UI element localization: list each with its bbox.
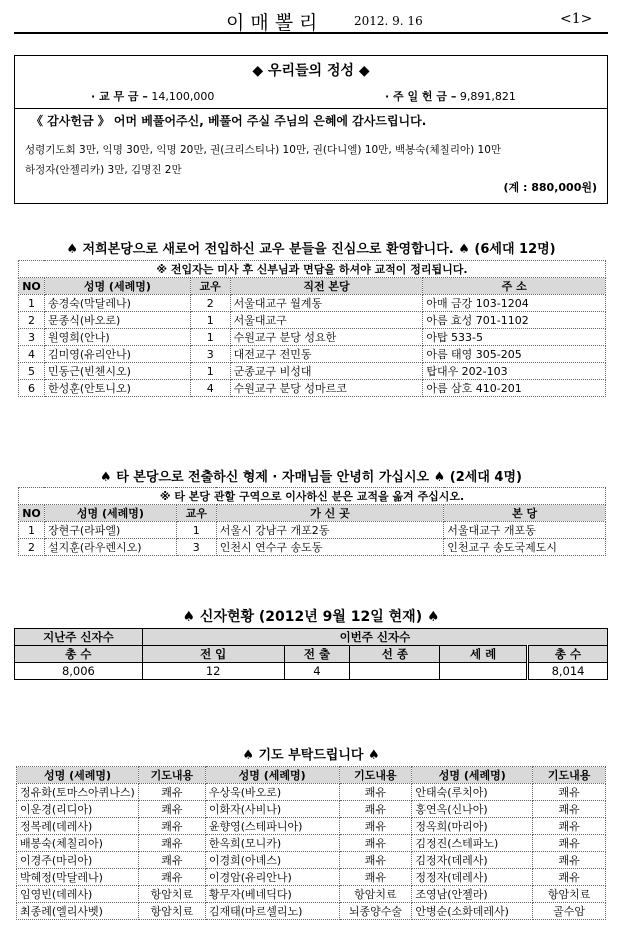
out-value: 4 [284, 663, 350, 680]
bulletin-title: 이매뽈리 [226, 12, 324, 34]
cell-name: 김정자(데레사) [412, 852, 533, 869]
column-header: 가 신 곳 [216, 505, 443, 522]
table-row [19, 346, 606, 363]
offering-box [14, 55, 608, 204]
cell-intention: 쾌유 [339, 784, 412, 801]
cell-name: 정유화(토마스아퀴나스) [17, 784, 139, 801]
cell-intention: 항암치료 [533, 886, 606, 903]
cell-address: 아탑 533-5 [423, 329, 606, 346]
cell-address: 아름 효성 701-1102 [423, 312, 606, 329]
cell-name: 정옥희(마리아) [412, 818, 533, 835]
sunday-offering [385, 88, 516, 104]
cell-name: 최종례(엘리사벳) [17, 903, 139, 920]
cell-parish: 수원교구 분당 성요한 [230, 329, 423, 346]
cathedral-dues-label: · 교 무 금 – [91, 90, 148, 103]
cathedral-dues-value: 14,100,000 [151, 90, 215, 103]
cell-intention: 뇌종양수술 [339, 903, 412, 920]
column-header: 기도내용 [533, 767, 606, 784]
cell-count: 1 [176, 522, 216, 539]
table-header-row [19, 505, 606, 522]
cell-name: 황무자(베네딕다) [205, 886, 339, 903]
donor-line: 하정자(안젤리카) 3만, 김명진 2만 [25, 164, 182, 176]
column-header: 기도내용 [339, 767, 412, 784]
cell-no: 1 [19, 522, 45, 539]
cell-parish: 인천교구 송도국제도시 [444, 539, 606, 556]
newcomers-table [18, 260, 606, 397]
cell-intention: 쾌유 [533, 835, 606, 852]
cell-name: 김정진(스테파노) [412, 835, 533, 852]
cell-name: 한옥희(모니카) [205, 835, 339, 852]
cell-intention: 쾌유 [533, 869, 606, 886]
cell-count: 2 [190, 295, 230, 312]
last-total-value: 8,006 [15, 663, 143, 680]
sunday-offering-value: 9,891,821 [459, 90, 516, 103]
cell-intention: 쾌유 [138, 784, 205, 801]
table-row [17, 869, 606, 886]
cell-name: 이경주(마리아) [17, 852, 139, 869]
cell-parish: 수원교구 분당 성마르코 [230, 380, 423, 397]
cell-name: 안병순(소화데레사) [412, 903, 533, 920]
cell-count: 3 [176, 539, 216, 556]
page-header [14, 6, 608, 34]
offering-title: ◆ 우리들의 정성 ◆ [252, 63, 370, 79]
cell-intention: 쾌유 [339, 818, 412, 835]
cell-intention: 쾌유 [339, 869, 412, 886]
cell-name: 김재태(마르셀리노) [205, 903, 339, 920]
cell-name: 장현구(라파엘) [44, 522, 176, 539]
cell-count: 4 [190, 380, 230, 397]
column-header: 주 소 [423, 278, 606, 295]
cell-name: 배봉숙(체칠리아) [17, 835, 139, 852]
bulletin-date: 2012. 9. 16 [354, 14, 423, 28]
cell-name: 이경암(유리안나) [205, 869, 339, 886]
cell-intention: 쾌유 [339, 801, 412, 818]
table-row [17, 886, 606, 903]
cell-no: 2 [19, 539, 45, 556]
this-total-label: 총 수 [528, 646, 608, 663]
prayers-title: ♠ 기도 부탁드립니다 ♠ [242, 748, 380, 763]
cell-intention: 항암치료 [339, 886, 412, 903]
table-row [17, 801, 606, 818]
cell-parish: 서울대교구 [230, 312, 423, 329]
cell-no: 4 [19, 346, 45, 363]
table-header-row [19, 278, 606, 295]
column-header: NO [19, 505, 45, 522]
table-row [19, 295, 606, 312]
cell-name: 설지훈(라우렌시오) [44, 539, 176, 556]
in-label: 전 입 [142, 646, 284, 663]
cell-name: 문종식(바오로) [44, 312, 190, 329]
column-header: 기도내용 [138, 767, 205, 784]
page-number: <1> [560, 11, 593, 27]
cell-name: 우상욱(바오로) [205, 784, 339, 801]
this-total-value: 8,014 [528, 663, 608, 680]
cathedral-dues [91, 88, 214, 104]
departures-notice: ※ 타 본당 관할 구역으로 이사하신 분은 교적을 옮겨 주십시오. [19, 488, 606, 505]
cell-name: 임영빈(데레사) [17, 886, 139, 903]
cell-count: 1 [190, 312, 230, 329]
cell-intention: 항암치료 [138, 886, 205, 903]
last-total-label: 총 수 [15, 646, 143, 663]
cell-parish: 서울대교구 월계동 [230, 295, 423, 312]
cell-no: 1 [19, 295, 45, 312]
cell-parish: 서울대교구 개포동 [444, 522, 606, 539]
cell-intention: 골수암 [533, 903, 606, 920]
table-header-row [17, 767, 606, 784]
cell-intention: 쾌유 [533, 818, 606, 835]
departures-table [18, 487, 606, 556]
census-title: ♠ 신자현황 (2012년 9월 12일 현재) ♠ [182, 609, 440, 625]
column-header: 직전 본당 [230, 278, 423, 295]
cell-name: 원영희(안나) [44, 329, 190, 346]
cell-name: 한성훈(안토니오) [44, 380, 190, 397]
census-table [14, 628, 608, 680]
column-header: 성명 (세례명) [44, 505, 176, 522]
offering-divider [15, 108, 607, 109]
cell-no: 6 [19, 380, 45, 397]
column-header: 교우 [176, 505, 216, 522]
cell-name: 이경희(아녜스) [205, 852, 339, 869]
cell-name: 정정자(데레사) [412, 869, 533, 886]
table-row [19, 522, 606, 539]
cell-name: 정복례(데레사) [17, 818, 139, 835]
cell-destination: 서울시 강남구 개포2동 [216, 522, 443, 539]
in-value: 12 [142, 663, 284, 680]
cell-address: 아매 금강 103-1204 [423, 295, 606, 312]
cell-intention: 쾌유 [339, 852, 412, 869]
cell-parish: 대전교구 전민동 [230, 346, 423, 363]
table-row [19, 380, 606, 397]
cell-no: 2 [19, 312, 45, 329]
cell-intention: 쾌유 [533, 784, 606, 801]
column-header: 교우 [190, 278, 230, 295]
cell-name: 조영남(안젤라) [412, 886, 533, 903]
cell-name: 이화자(사비나) [205, 801, 339, 818]
table-row [19, 312, 606, 329]
table-row [19, 539, 606, 556]
cell-intention: 쾌유 [138, 835, 205, 852]
cell-name: 송경숙(막달레나) [44, 295, 190, 312]
this-week-label: 이번주 신자수 [142, 629, 607, 646]
cell-address: 아름 태영 305-205 [423, 346, 606, 363]
cell-intention: 쾌유 [533, 801, 606, 818]
prayers-table [16, 766, 606, 920]
cell-count: 1 [190, 363, 230, 380]
newcomers-title: ♠ 저희본당으로 새로어 전입하신 교우 분들을 진심으로 환영합니다. ♠ (6세대 12명) [66, 242, 556, 257]
baptism-label: 세 례 [440, 646, 528, 663]
cell-count: 1 [190, 329, 230, 346]
cell-address: 탑대우 202-103 [423, 363, 606, 380]
cell-no: 3 [19, 329, 45, 346]
cell-name: 박혜정(막달레나) [17, 869, 139, 886]
column-header: 본 당 [444, 505, 606, 522]
baptism-value [440, 663, 528, 680]
cell-count: 3 [190, 346, 230, 363]
out-label: 전 출 [284, 646, 350, 663]
table-row [17, 784, 606, 801]
column-header: 성명 (세례명) [412, 767, 533, 784]
cell-intention: 쾌유 [138, 852, 205, 869]
last-week-label: 지난주 신자수 [15, 629, 143, 646]
table-row [19, 329, 606, 346]
table-row [17, 835, 606, 852]
table-row [17, 818, 606, 835]
newcomers-notice: ※ 전입자는 미사 후 신부님과 면담을 하셔야 교적이 정리됩니다. [19, 261, 606, 278]
table-row [17, 852, 606, 869]
thanks-offering-total: (계 : 880,000원) [503, 181, 597, 194]
departures-title: ♠ 타 본당으로 전출하신 형제 · 자매님들 안녕히 가십시오 ♠ (2세대 4명) [100, 470, 522, 485]
table-row [19, 363, 606, 380]
sunday-offering-label: · 주 일 헌 금 – [385, 90, 457, 103]
cell-name: 김미영(유리안나) [44, 346, 190, 363]
column-header: 성명 (세례명) [44, 278, 190, 295]
cell-name: 이운경(리디아) [17, 801, 139, 818]
cell-destination: 인천시 연수구 송도동 [216, 539, 443, 556]
cell-name: 윤향영(스테파니아) [205, 818, 339, 835]
table-row [17, 903, 606, 920]
cell-address: 아름 삼호 410-201 [423, 380, 606, 397]
cell-intention: 쾌유 [533, 852, 606, 869]
donor-line: 성령기도회 3만, 익명 30만, 익명 20만, 권(크리스티나) 10만, 권(다니엘) 10만, 백봉숙(체칠리아) 10만 [25, 144, 502, 156]
column-header: 성명 (세례명) [17, 767, 139, 784]
cell-name: 홍연옥(신나아) [412, 801, 533, 818]
cell-intention: 쾌유 [138, 801, 205, 818]
cell-intention: 쾌유 [138, 869, 205, 886]
cell-no: 5 [19, 363, 45, 380]
cell-name: 안태숙(루치아) [412, 784, 533, 801]
cell-parish: 군종교구 비성대 [230, 363, 423, 380]
column-header: 성명 (세례명) [205, 767, 339, 784]
column-header: NO [19, 278, 45, 295]
death-value [350, 663, 440, 680]
cell-intention: 쾌유 [138, 818, 205, 835]
cell-name: 민동근(빈첸시오) [44, 363, 190, 380]
cell-intention: 쾌유 [339, 835, 412, 852]
cell-intention: 항암치료 [138, 903, 205, 920]
thanks-offering-heading: 《 감사헌금 》 어머 베풀어주신, 베풀어 주실 주님의 은혜에 감사드립니다. [31, 114, 427, 128]
donor-list [25, 140, 605, 180]
death-label: 선 종 [350, 646, 440, 663]
